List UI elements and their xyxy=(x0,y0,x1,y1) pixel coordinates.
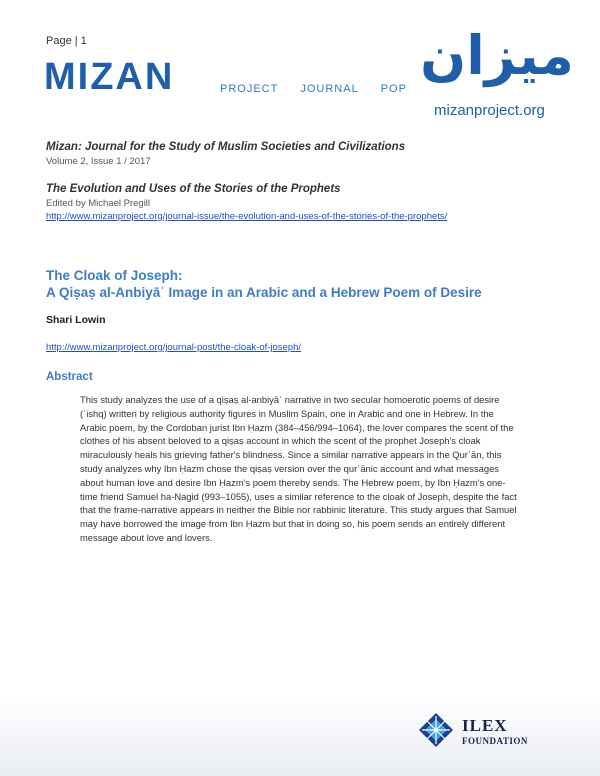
site-url[interactable]: mizanproject.org xyxy=(434,102,545,119)
top-nav xyxy=(220,83,407,95)
abstract-text: This study analyzes the use of a qiṣaṣ al-anbiyāʾ narrative in two secular homoerotic poems of desire (ʿishq) written by religious authority figures in Muslim Spain, one in Arabic and one in Hebrew. In the Arabic poem, by the Cordoban jurist Ibn Ḥazm (384–456/994–1064), the lover compares the scent of the clothes of his absent beloved to a qiṣaṣ account in which the scent of the prophet Joseph's cloak miraculously heals his grieving father's blindness. Since a similar narrative appears in the Qurʾān, this study analyzes why Ibn Ḥazm chose the qiṣaṣ version over the qurʾānic account and what messages about human love and desire Ibn Ḥazm's poem thereby sends. The Hebrew poem, by Ibn Ḥazm's one-time friend Samuel ha-Nagid (993–1055), uses a similar reference to the cloak of Joseph, despite the fact that the frame-narrative appears in neither the Bible nor rabbinic literature. This study argues that Samuel may have borrowed the image from Ibn Ḥazm but that in doing so, his poem sends an entirely different message about love and lovers. xyxy=(80,394,517,543)
arabic-logo[interactable] xyxy=(420,14,574,96)
arabic-logo-text: ميزان xyxy=(420,24,574,87)
article-link[interactable]: http://www.mizanproject.org/journal-post/the-cloak-of-joseph/ xyxy=(46,342,302,353)
issue-link[interactable]: http://www.mizanproject.org/journal-issue/the-evolution-and-uses-of-the-stories-of-the-prophets/ xyxy=(46,211,448,222)
article-title-line-2: A Qiṣaṣ al-Anbiyāʾ Image in an Arabic and a Hebrew Poem of Desire xyxy=(46,285,482,300)
abstract-heading: Abstract xyxy=(46,371,93,383)
page-number: Page | 1 xyxy=(46,35,87,47)
article-title-line-1: The Cloak of Joseph: xyxy=(46,268,183,283)
article-title xyxy=(46,267,482,301)
journal-title: Mizan: Journal for the Study of Muslim Societies and Civilizations xyxy=(46,141,406,153)
issue-editor: Edited by Michael Pregill xyxy=(46,198,151,209)
journal-issue: Volume 2, Issue 1 / 2017 xyxy=(46,156,151,167)
issue-title: The Evolution and Uses of the Stories of the Prophets xyxy=(46,183,341,195)
mizan-logo[interactable]: MIZAN xyxy=(44,56,175,98)
nav-project[interactable]: PROJECT xyxy=(220,83,279,95)
ilex-sub: FOUNDATION xyxy=(462,736,528,746)
diamond-lattice-icon xyxy=(418,712,454,748)
nav-journal[interactable]: JOURNAL xyxy=(300,83,359,95)
ilex-name: ILEX xyxy=(462,716,508,735)
article-author: Shari Lowin xyxy=(46,314,106,326)
nav-pop[interactable]: POP xyxy=(380,83,407,95)
